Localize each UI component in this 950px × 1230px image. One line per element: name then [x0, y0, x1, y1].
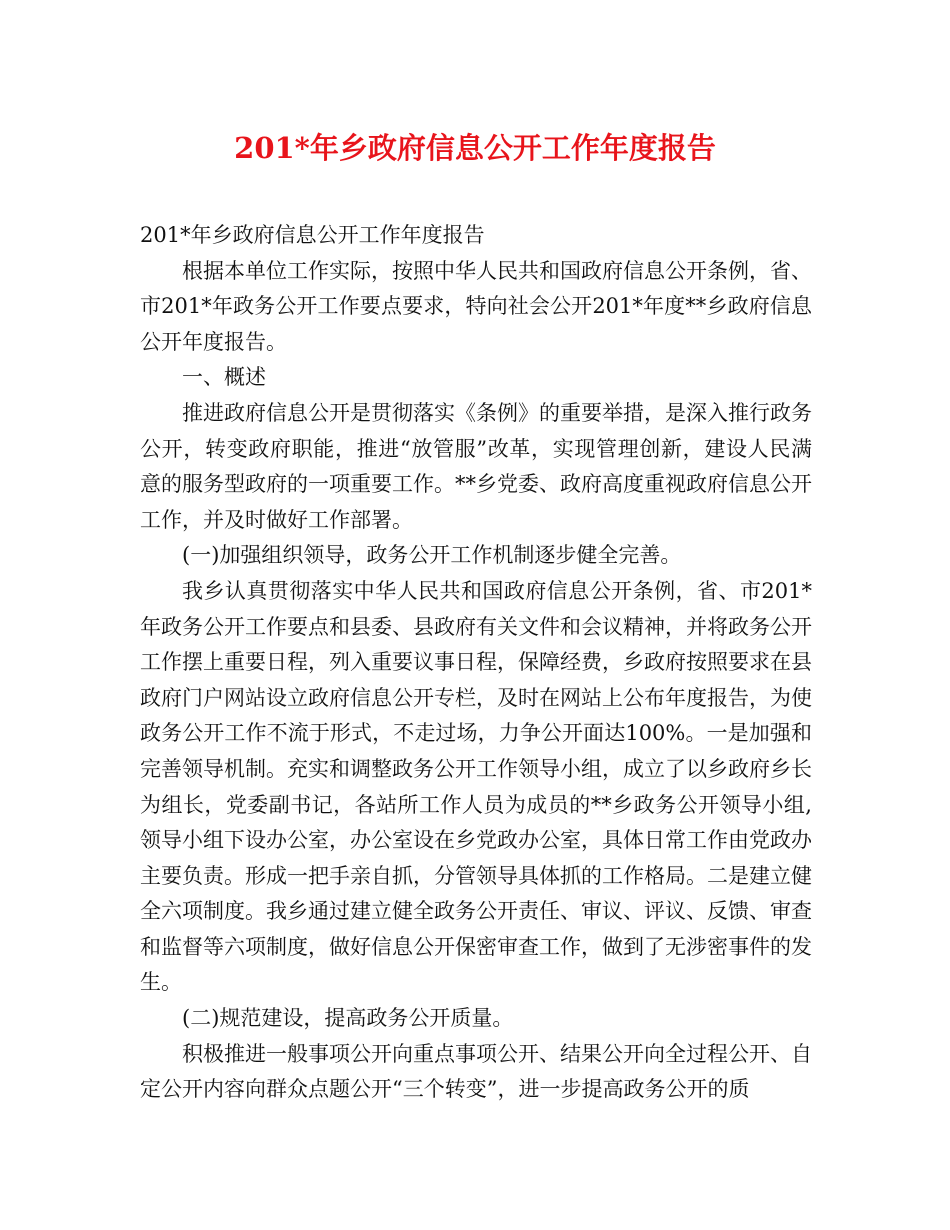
section-heading: 一、概述 — [182, 365, 266, 390]
document-title: 201*年乡政府信息公开工作年度报告 — [234, 131, 716, 165]
document-body — [140, 218, 812, 1108]
paragraph: 201*年乡政府信息公开工作年度报告 — [140, 223, 485, 247]
paragraph: 积极推进一般事项公开向重点事项公开、结果公开向全过程公开、自定公开内容向群众点题公开“三个转变”，进一步提高政务公开的质 — [140, 1041, 812, 1102]
subsection-heading: (一)加强组织领导，政务公开工作机制逐步健全完善。 — [182, 543, 682, 568]
paragraph: 我乡认真贯彻落实中华人民共和国政府信息公开条例，省、市201*年政务公开工作要点和县委、县政府有关文件和会议精神，并将政务公开工作摆上重要日程，列入重要议事日程，保障经费，乡政府按照要求在县政府门户网站设立政府信息公开专栏，及时在网站上公布年度报告，为使政务公开工作不流于形式，不走过场，力争公开面达100%。一是加强和完善领导机制。充实和调整政务公开工作领导小组，成立了以乡政府乡长为组长，党委副书记，各站所工作人员为成员的**乡政务公开领导小组,领导小组下设办公室，办公室设在乡党政办公室，具体日常工作由党政办主要负责。形成一把手亲自抓，分管领导具体抓的工作格局。二是建立健全六项制度。我乡通过建立健全政务公开责任、审议、评议、反馈、审查和监督等六项制度，做好信息公开保密审查工作，做到了无涉密事件的发生。 — [140, 578, 812, 995]
paragraph: 推进政府信息公开是贯彻落实《条例》的重要举措，是深入推行政务公开，转变政府职能，推进“放管服”改革，实现管理创新，建设人民满意的服务型政府的一项重要工作。**乡党委、政府高度重视政府信息公开工作，并及时做好工作部署。 — [140, 400, 812, 532]
subsection-heading: (二)规范建设，提高政务公开质量。 — [182, 1006, 514, 1031]
paragraph: 根据本单位工作实际，按照中华人民共和国政府信息公开条例，省、市201*年政务公开工作要点要求，特向社会公开201*年度**乡政府信息公开年度报告。 — [140, 258, 812, 354]
